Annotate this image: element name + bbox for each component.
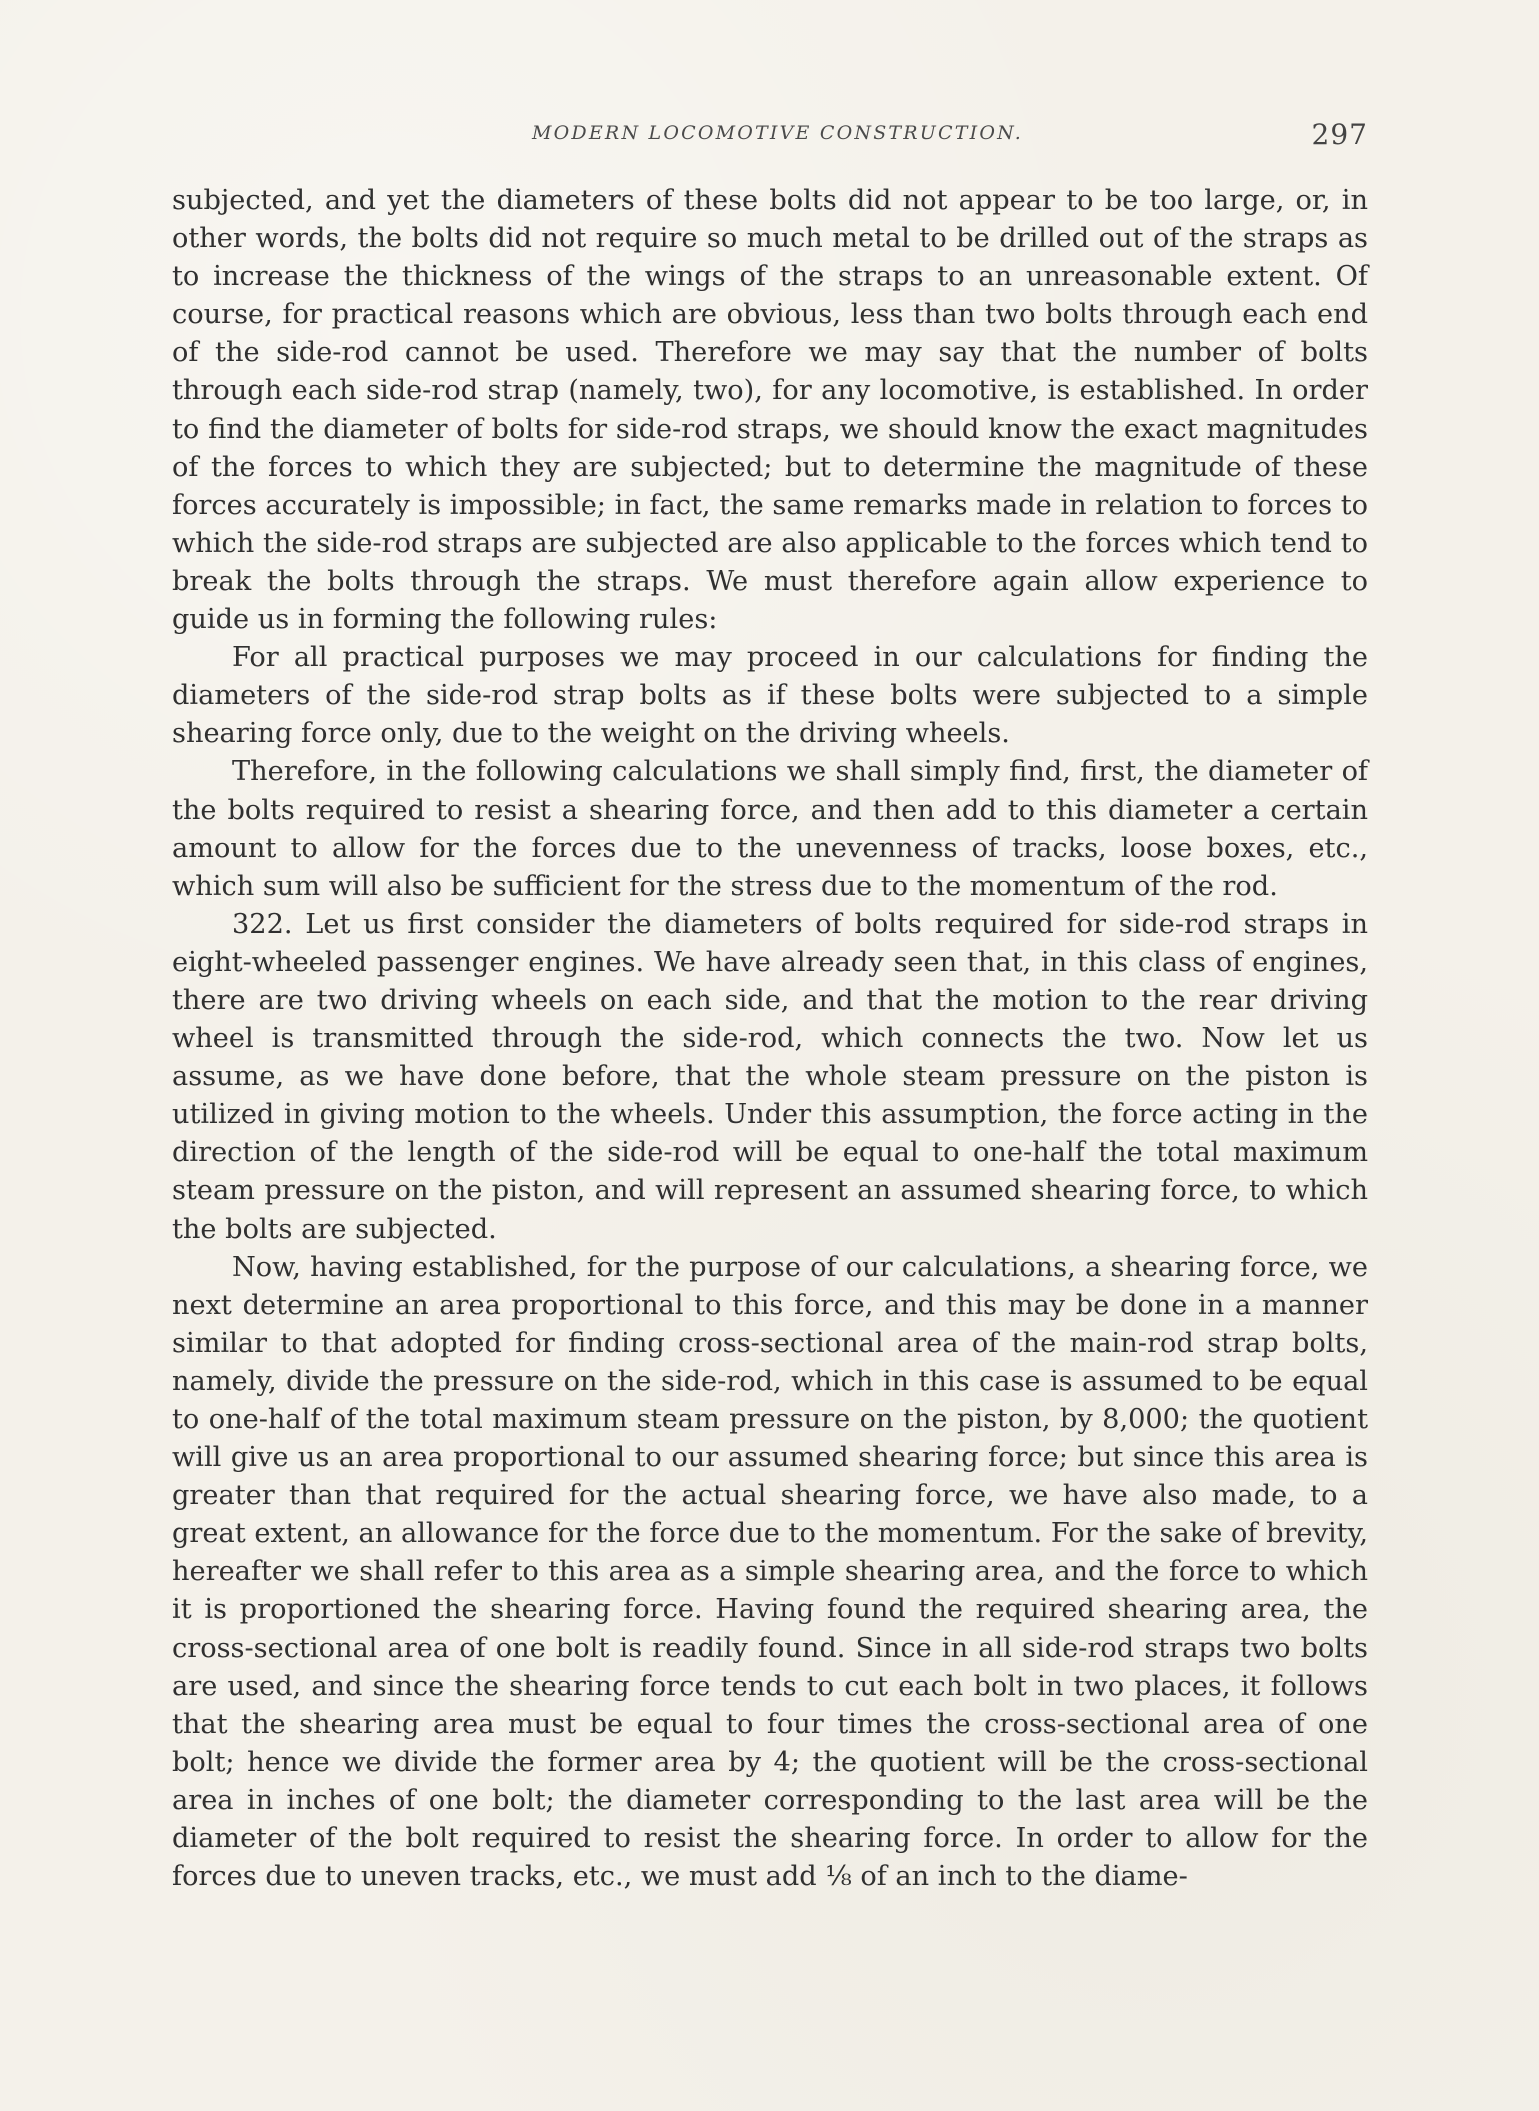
paragraph-1: subjected, and yet the diameters of these bolts did not appear to be too large, or, in other words, the bolts did not require so much metal to be drilled out of the straps as to increase the thickness of the wings of the straps to an unreasonable extent. Of course, for practical reasons which are obvious, less than two bolts through each end of the side-rod cannot be used. Therefore we may say that the number of bolts through each side-rod strap (namely, two), for any locomotive, is established. In order to find the diameter of bolts for side-rod straps, we should know the exact magnitudes of the forces to which they are subjected; but to determine the magnitude of these forces accurately is impossible; in fact, the same remarks made in relation to forces to which the side-rod straps are subjected are also applicable to the forces which tend to break the bolts through the straps. We must therefore again allow experience to guide us in forming the following rules: — [172, 185, 1368, 636]
page-number: 297 — [1311, 118, 1368, 151]
paragraph-3: Therefore, in the following calculations we shall simply find, first, the diameter of the bolts required to resist a shearing force, and then add to this diameter a certain amount to allow for the forces due to the unevenness of tracks, loose boxes, etc., which sum will also be sufficient for the stress due to the momentum of the rod. — [172, 756, 1368, 902]
paragraph-4: 322. Let us first consider the diameters of bolts required for side-rod straps in eight-wheeled passenger engines. We have already seen that, in this class of engines, there are two driving wheels on each side, and that the motion to the rear driving wheel is transmitted through the side-rod, which connects the two. Now let us assume, as we have done before, that the whole steam pressure on the piston is utilized in giving motion to the wheels. Under this assumption, the force acting in the direction of the length of the side-rod will be equal to one-half the total maximum steam pressure on the piston, and will represent an assumed shearing force, to which the bolts are subjected. — [172, 908, 1368, 1245]
paragraph-2: For all practical purposes we may proceed in our calculations for finding the diameters of the side-rod strap bolts as if these bolts were subjected to a simple shearing force only, due to the weight on the driving wheels. — [172, 642, 1368, 750]
text-body — [172, 182, 1368, 1896]
paragraph-5: Now, having established, for the purpose of our calculations, a shearing force, we next determine an area proportional to this force, and this may be done in a manner similar to that adopted for finding cross-sectional area of the main-rod strap bolts, namely, divide the pressure on the side-rod, which in this case is assumed to be equal to one-half of the total maximum steam pressure on the piston, by 8,000; the quotient will give us an area proportional to our assumed shearing force; but since this area is greater than that required for the actual shearing force, we have also made, to a great extent, an allowance for the force due to the momentum. For the sake of brevity, hereafter we shall refer to this area as a simple shearing area, and the force to which it is proportioned the shearing force. Having found the required shearing area, the cross-sectional area of one bolt is readily found. Since in all side-rod straps two bolts are used, and since the shearing force tends to cut each bolt in two places, it follows that the shearing area must be equal to four times the cross-sectional area of one bolt; hence we divide the former area by 4; the quotient will be the cross-sectional area in inches of one bolt; the diameter corresponding to the last area will be the diameter of the bolt required to resist the shearing force. In order to allow for the forces due to uneven tracks, etc., we must add ⅛ of an inch to the diame- — [172, 1251, 1368, 1893]
running-title: MODERN LOCOMOTIVE CONSTRUCTION. — [532, 122, 1023, 144]
page-header — [172, 118, 1368, 158]
